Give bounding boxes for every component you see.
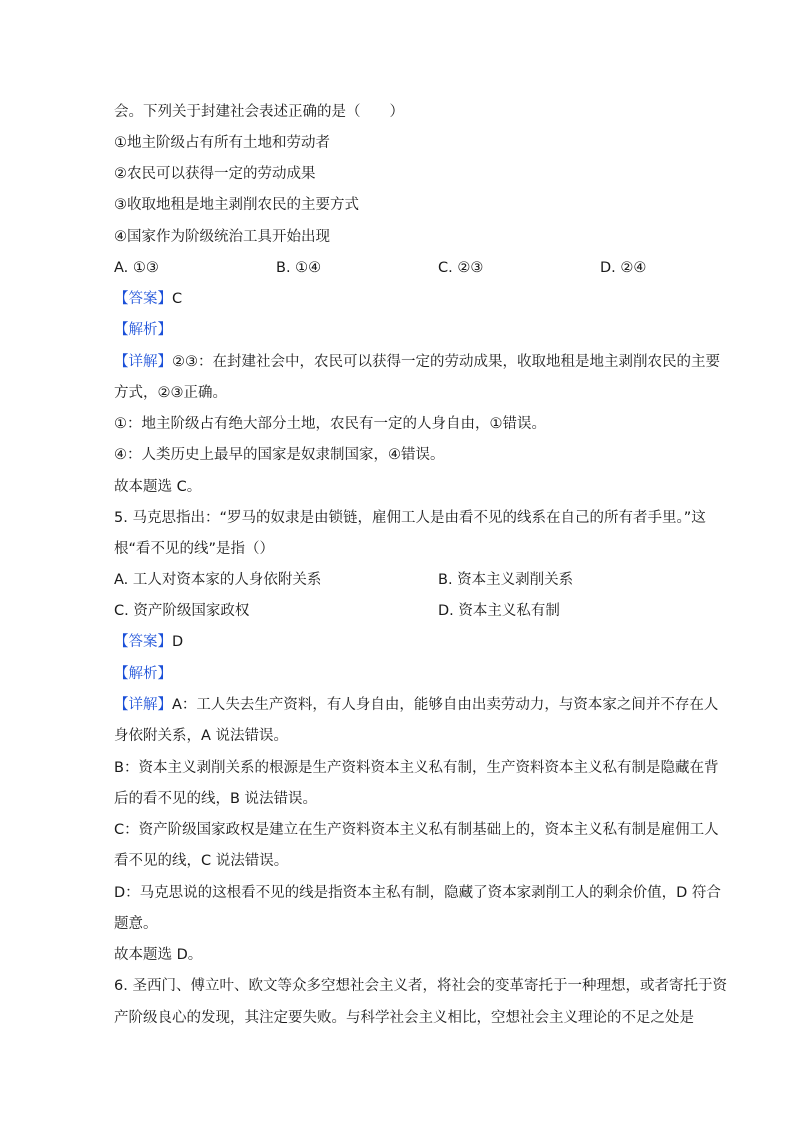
q5-detail-tag: 【详解】 [114,697,172,713]
q5-detail-line-7: D：马克思说的这根看不见的线是指资本主私有制，隐藏了资本家剥削工人的剩余价值，D 符合 [114,885,721,901]
q4-item-2: ②农民可以获得一定的劳动成果 [114,166,316,182]
q4-answer-value: C [172,291,183,307]
q5-conclusion: 故本题选 D。 [114,947,203,963]
q5-detail-line-1: 【详解】A：工人失去生产资料，有人身自由，能够自由出卖劳动力，与资本家之间并不存在人 [114,697,719,713]
q4-detail-line-2: 方式，②③正确。 [114,385,227,401]
q5-analysis-tag: 【解析】 [114,666,172,682]
q4-conclusion: 故本题选 C。 [114,479,202,495]
q4-item-3: ③收取地租是地主剥削农民的主要方式 [114,197,359,213]
q4-option-c: C. ②③ [438,260,484,276]
q4-answer [114,289,182,309]
q5-stem-line-1: 5. 马克思指出：“罗马的奴隶是由锁链，雇佣工人是由看不见的线系在自己的所有者手里。”这 [114,510,706,526]
q4-item-1: ①地主阶级占有所有土地和劳动者 [114,135,330,151]
q4-analysis-tag: 【解析】 [114,322,172,338]
q5-detail-line-2: 身依附关系，A 说法错误。 [114,728,289,744]
q5-detail-line-4: 后的看不见的线，B 说法错误。 [114,791,318,807]
q6-stem-line-2: 产阶级良心的发现，其注定要失败。与科学社会主义相比，空想社会主义理论的不足之处是 [114,1010,694,1026]
q5-detail-line-5: C：资产阶级国家政权是建立在生产资料资本主义私有制基础上的，资本主义私有制是雇佣工人 [114,822,719,838]
q5-detail-line-3: B：资本主义剥削关系的根源是生产资料资本主义私有制，生产资料资本主义私有制是隐藏在背 [114,760,719,776]
q5-answer-value: D [172,634,184,650]
q4-stem: 会。下列关于封建社会表述正确的是（ ） [114,104,404,120]
q4-detail-tag: 【详解】 [114,354,172,370]
q5-stem-line-2: 根“看不见的线”是指（） [114,541,275,557]
q5-option-d: D. 资本主义私有制 [438,603,560,619]
q4-option-d: D. ②④ [600,260,647,276]
q4-detail-line-4: ④：人类历史上最早的国家是奴隶制国家，④错误。 [114,447,445,463]
q5-answer-tag: 【答案】 [114,634,172,650]
q4-item-4: ④国家作为阶级统治工具开始出现 [114,229,330,245]
q4-option-a: A. ①③ [114,260,159,276]
q4-option-b: B. ①④ [276,260,322,276]
q5-option-a: A. 工人对资本家的人身依附关系 [114,572,322,588]
q4-detail-line-1: 【详解】②③：在封建社会中，农民可以获得一定的劳动成果，收取地租是地主剥削农民的主要 [114,354,720,370]
q5-option-c: C. 资产阶级国家政权 [114,603,250,619]
q5-detail-line-6: 看不见的线，C 说法错误。 [114,853,289,869]
q5-answer [114,632,183,652]
q6-stem-line-1: 6. 圣西门、傅立叶、欧文等众多空想社会主义者，将社会的变革寄托于一种理想，或者寄托于资 [114,978,727,994]
q4-detail-line-3: ①：地主阶级占有绝大部分土地，农民有一定的人身自由，①错误。 [114,416,546,432]
q4-answer-tag: 【答案】 [114,291,172,307]
q5-option-b: B. 资本主义剥削关系 [438,572,574,588]
q5-detail-line-8: 题意。 [114,916,158,932]
